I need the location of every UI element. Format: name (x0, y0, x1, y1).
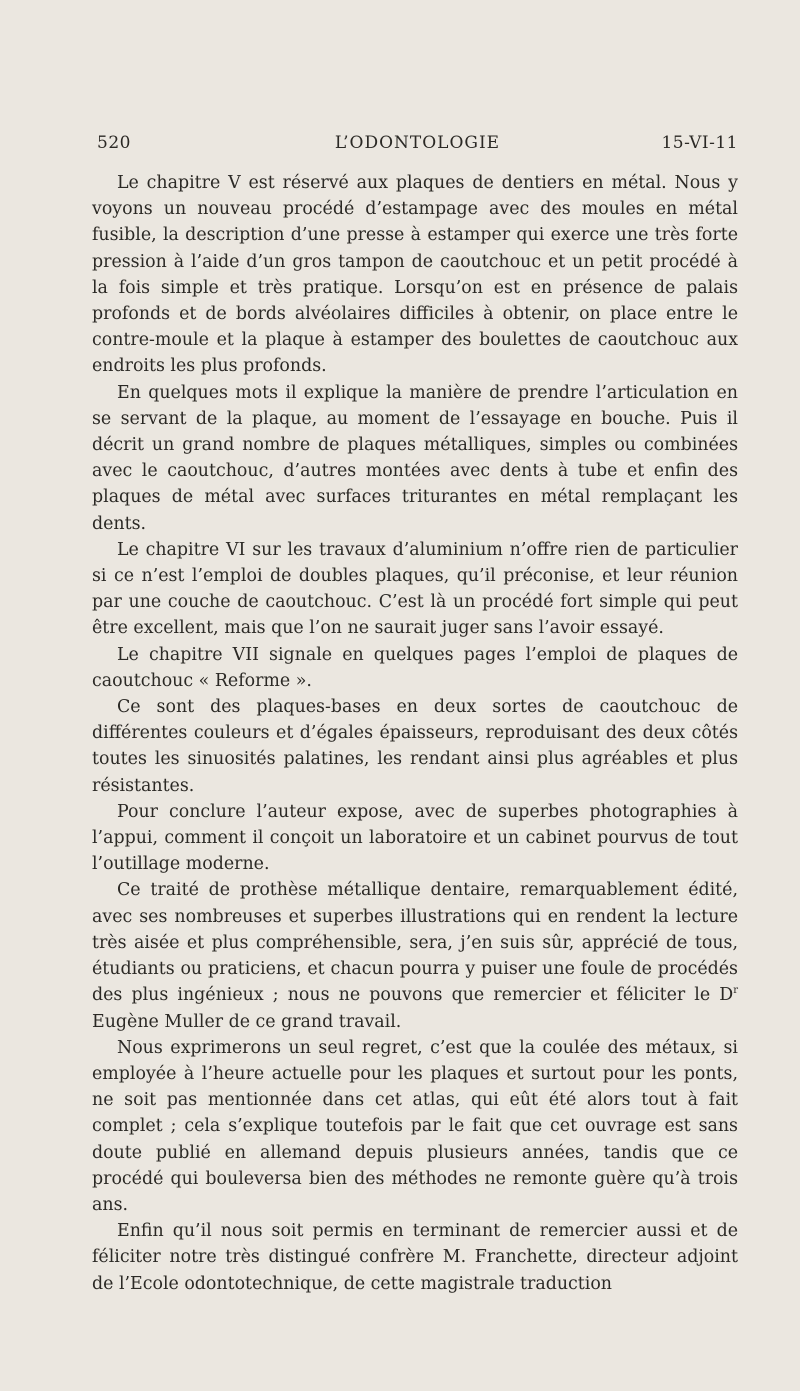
doctor-abbrev-sup: r (733, 985, 738, 997)
traite-text-start: Ce traité de prothèse métallique dentaire, remarquablement édité, avec ses nombreuses et superbes illustrations qui en rendent la lecture très aisée et plus compréhensible, sera, j’en suis sûr, apprécié de tous, étudiants ou praticiens, et chacun pourra y puiser une foule de procédés des plus ingénieux ; nous ne pouvons que remercier et féliciter le D (92, 880, 738, 1006)
paragraph-plaques-bases: Ce sont des plaques-bases en deux sortes de caoutchouc de différentes couleurs et d’égales épaisseurs, reproduisant des deux côtés toutes les sinuosités palatines, les rendant ainsi plus agréables et plus résistantes. (92, 697, 738, 796)
traite-text-end: Eugène Muller de ce grand travail. (92, 1011, 402, 1032)
paragraph-conclusion: Pour conclure l’auteur expose, avec de superbes photographies à l’appui, comment il conçoit un laboratoire et un cabinet pourvus de tout l’outillage moderne. (92, 801, 738, 875)
paragraph-chapter-7: Le chapitre VII signale en quelques pages l’emploi de plaques de caoutchouc « Reforme ». (92, 644, 738, 691)
page-number: 520 (97, 133, 131, 153)
journal-title: L’ODONTOLOGIE (334, 133, 501, 153)
paragraph-chapter-6: Le chapitre VI sur les travaux d’aluminium n’offre rien de particulier si ce n’est l’emploi de doubles plaques, qu’il préconise, et leur réunion par une couche de caoutchouc. C’est là un procédé fort simple qui peut être excellent, mais que l’on ne saurait juger sans l’avoir essayé. (92, 539, 738, 639)
paragraph-traite (92, 877, 738, 1034)
paragraph-chapter-5: Le chapitre V est réservé aux plaques de dentiers en métal. Nous y voyons un nouveau procédé d’estampage avec des moules en métal fusible, la description d’une presse à estamper qui exerce une très forte pression à l’aide d’un gros tampon de caoutchouc et un petit procédé à la fois simple et très pratique. Lorsqu’on est en présence de palais profonds et de bords alvéolaires difficiles à obtenir, on place entre le contre-moule et la plaque à estamper des boulettes de caoutchouc aux endroits les plus profonds. (92, 173, 738, 377)
paragraph-articulation: En quelques mots il explique la manière de prendre l’articulation en se servant de la plaque, au moment de l’essayage en bouche. Puis il décrit un grand nombre de plaques métalliques, simples ou combinées avec le caoutchouc, d’autres montées avec dents à tube et enfin des plaques de métal avec surfaces triturantes en métal remplaçant les dents. (92, 382, 738, 534)
paragraph-remerciements: Enfin qu’il nous soit permis en terminant de remercier aussi et de féliciter notre très distingué confrère M. Franchette, directeur adjoint de l’Ecole odontotechnique, de cette magistrale traduction (92, 1221, 738, 1294)
paragraph-regret: Nous exprimerons un seul regret, c’est que la coulée des métaux, si employée à l’heure actuelle pour les plaques et surtout pour les ponts, ne soit pas mentionnée dans cet atlas, qui eût été alors tout à fait complet ; cela s’explique toutefois par le fait que cet ouvrage est sans doute publié en allemand depuis plusieurs années, tandis que ce procédé qui bouleversa bien des méthodes ne remonte guère qu’à trois ans. (92, 1037, 738, 1215)
page-header (97, 133, 738, 157)
issue-date: 15-VI-11 (661, 133, 738, 153)
article-body (92, 170, 738, 1297)
